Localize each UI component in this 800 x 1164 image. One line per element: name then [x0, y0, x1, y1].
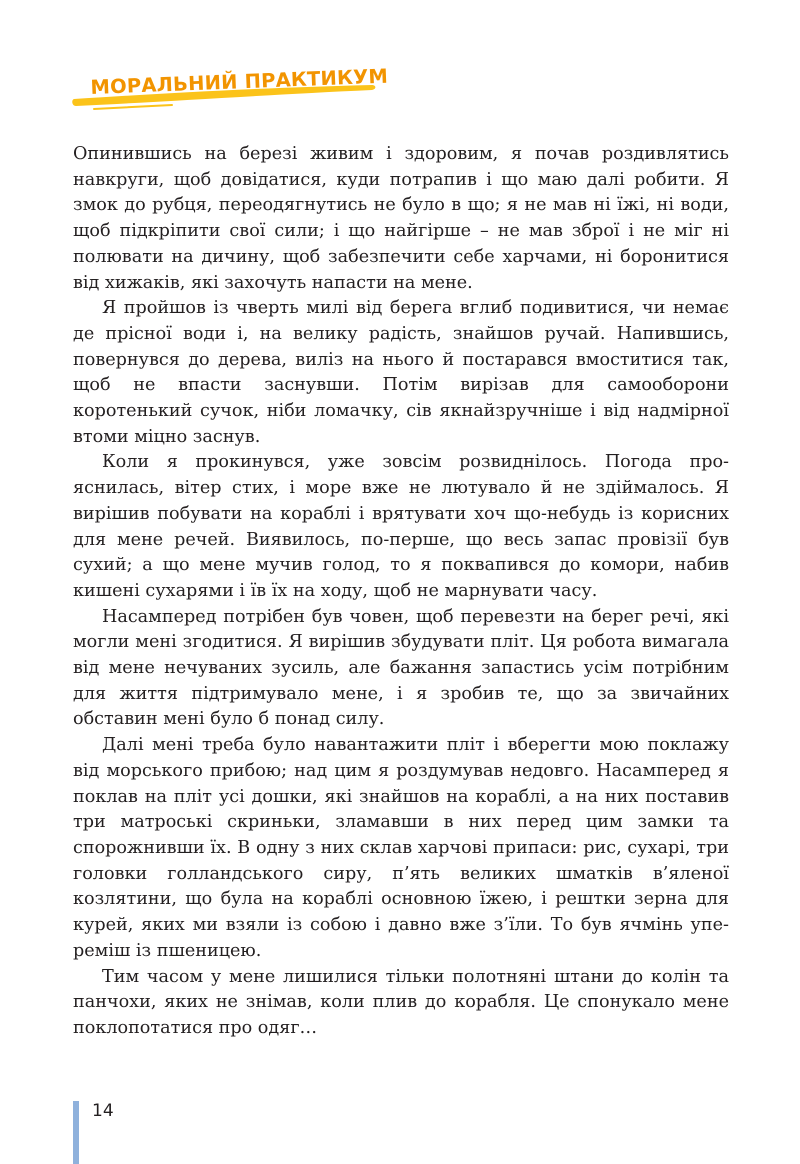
paragraph: Далі мені треба було навантажити пліт і вберегти мою поклажу від морського прибою; над цим я роздумував недовго. Насамперед я поклав на пліт усі дошки, які знайшов на кораблі, а на них поставив три матроські скриньки, зламавши в них перед цим замки та спорожнивши їх. В одну з них склав харчові припаси: рис, сухарі, три головки голландського сиру, п’ять великих шматків в’яленої козлятини, що була на кораблі основною їжею, і рештки зерна для курей, яких ми взяли із собою і давно вже з’їли. То був ячмінь упереміш із пшеницею.	[73, 735, 729, 961]
section-title: МОРАЛЬНИЙ ПРАКТИКУМ	[90, 64, 389, 99]
paragraph: Коли я прокинувся, уже зовсім розвиднілось. Погода прояснилась, вітер стих, і море вже не лютувало й не здіймалось. Я вирішив побувати на кораблі і врятувати хоч що-небудь із корисних для мене речей. Виявилось, по-перше, що весь запас провізії був сухий; а що мене мучив голод, то я поквапився до комори, набив кишені сухарями і їв їх на ходу, щоб не марнувати часу.	[73, 452, 729, 601]
paragraph: Насамперед потрібен був човен, щоб перевезти на берег речі, які могли мені згодитися. Я вирішив збудувати пліт. Ця робота вимагала від мене нечуваних зусиль, але бажання запастись усім потрібним для життя підтримувало мене, і я зробив те, що за звичайних обставин мені було б понад силу.	[73, 606, 729, 730]
paragraph: Опинившись на березі живим і здоровим, я почав роздивлятись навкруги, щоб довідатися, куди потрапив і що маю далі робити. Я змок до рубця, переодягнутись не було в що; я не мав ні їжі, ні води, щоб підкріпити свої сили; і що найгірше – не мав зброї і не міг ні полювати на дичину, щоб забезпечити себе харчами, ні боронитися від хижаків, які захочуть напасти на мене.	[73, 144, 729, 293]
paragraph: Тим часом у мене лишилися тільки полотняні штани до колін та панчохи, яких не знімав, коли плив до корабля. Це спонукало мене поклопотатися про одяг…	[73, 966, 729, 1038]
page-number-bar	[73, 1101, 79, 1164]
story-text	[73, 142, 729, 1042]
paragraph: Я пройшов із чверть милі від берега вглиб подивитися, чи немає де прісної води і, на велику радість, знайшов ручай. Напившись, повернувся до дерева, виліз на нього й постарався вмоститися так, щоб не впасти заснувши. Потім вирізав для самооборони коротенький сучок, ніби ломачку, сів якнайзручніше і від надмірної втоми міцно заснув.	[73, 298, 729, 447]
section-header	[72, 58, 392, 122]
page-number: 14	[92, 1101, 114, 1121]
